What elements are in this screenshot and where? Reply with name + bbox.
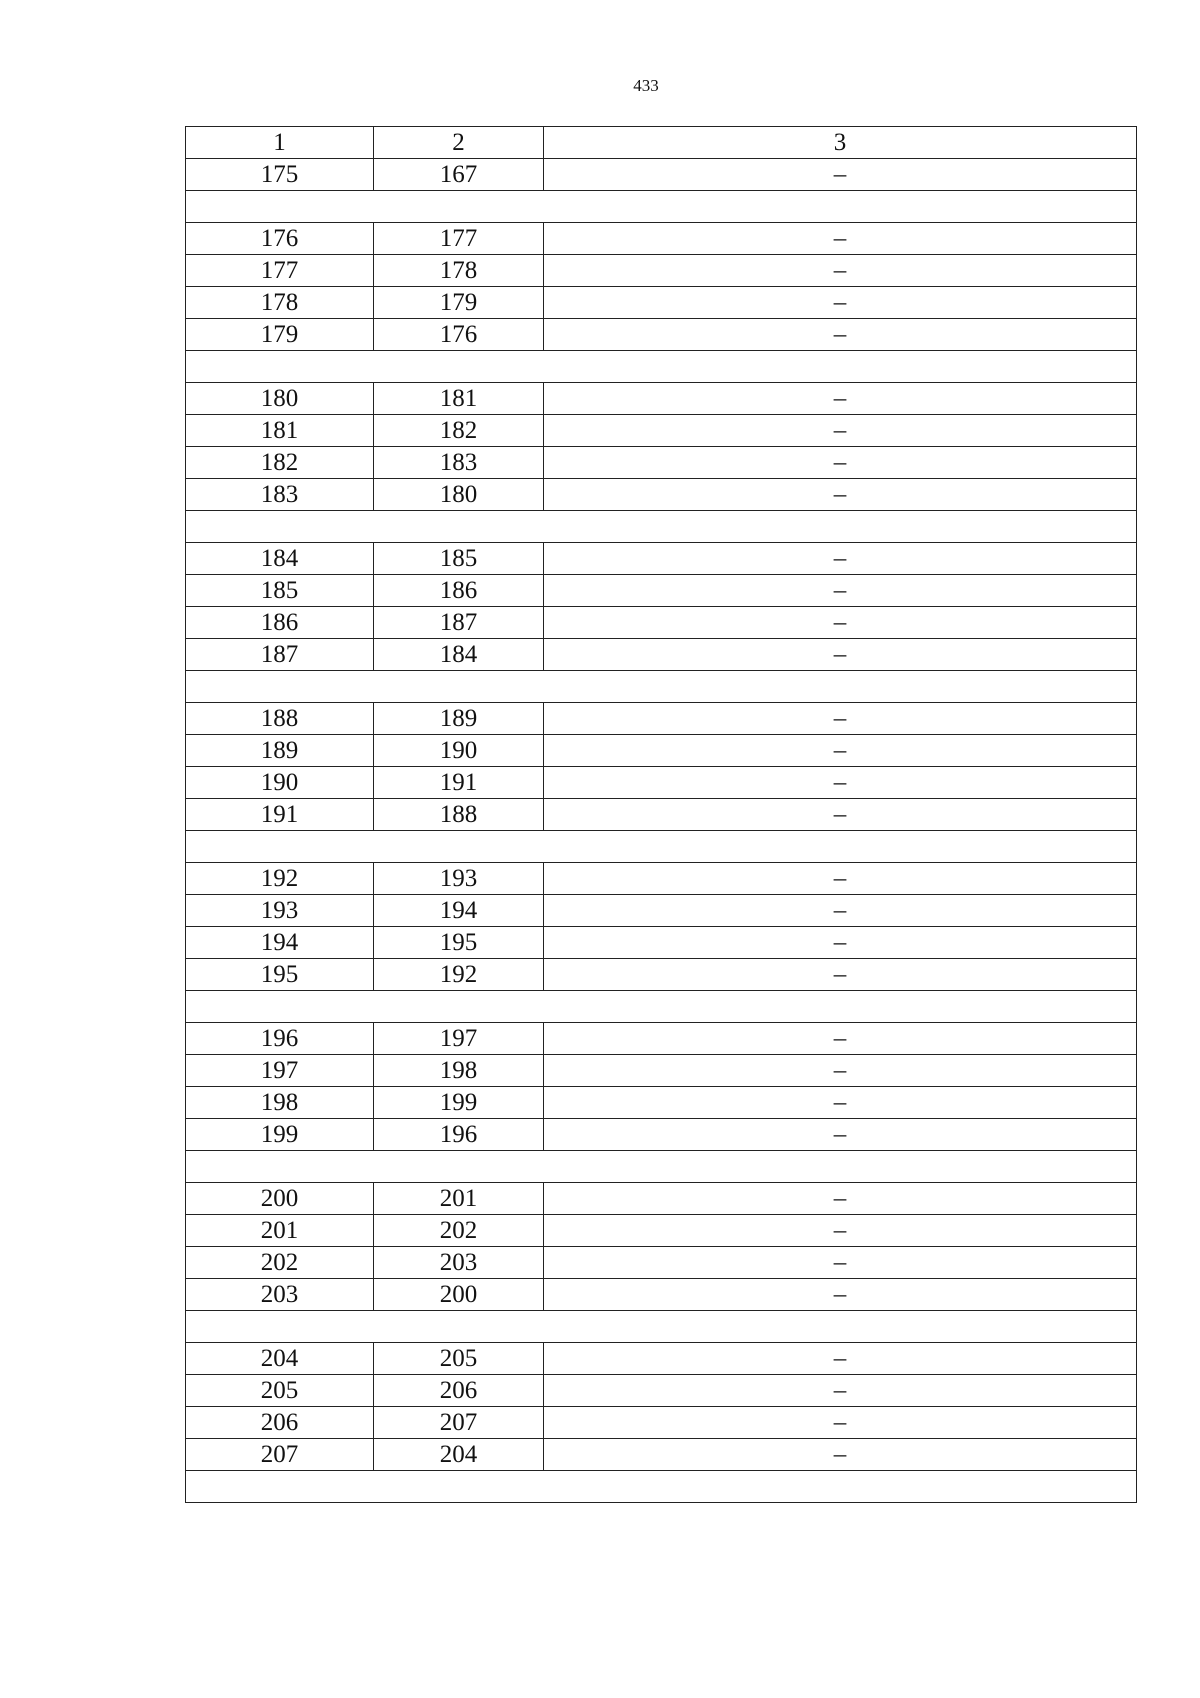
table-header-row — [186, 127, 1137, 159]
table-cell-col3: – — [544, 607, 1137, 639]
separator-cell — [186, 1311, 1137, 1343]
table-cell-col3: – — [544, 895, 1137, 927]
table-cell-col1: 176 — [186, 223, 374, 255]
table-cell-col3: – — [544, 735, 1137, 767]
table-cell-col1: 188 — [186, 703, 374, 735]
table-cell-col3: – — [544, 1119, 1137, 1151]
table-cell-col2: 201 — [374, 1183, 544, 1215]
table-cell-col2: 179 — [374, 287, 544, 319]
column-header-2: 2 — [374, 127, 544, 159]
separator-row — [186, 1471, 1137, 1503]
table-cell-col1: 181 — [186, 415, 374, 447]
table-cell-col2: 202 — [374, 1215, 544, 1247]
table-cell-col2: 167 — [374, 159, 544, 191]
table-cell-col3: – — [544, 159, 1137, 191]
separator-row — [186, 991, 1137, 1023]
table-cell-col3: – — [544, 799, 1137, 831]
table-row — [186, 1375, 1137, 1407]
table-cell-col1: 180 — [186, 383, 374, 415]
table-cell-col1: 182 — [186, 447, 374, 479]
table-cell-col1: 186 — [186, 607, 374, 639]
table-cell-col1: 201 — [186, 1215, 374, 1247]
table-cell-col2: 185 — [374, 543, 544, 575]
table-cell-col2: 186 — [374, 575, 544, 607]
table-cell-col2: 205 — [374, 1343, 544, 1375]
table-cell-col3: – — [544, 1343, 1137, 1375]
table-cell-col2: 200 — [374, 1279, 544, 1311]
table-cell-col1: 190 — [186, 767, 374, 799]
column-header-3: 3 — [544, 127, 1137, 159]
table-row — [186, 255, 1137, 287]
table-row — [186, 799, 1137, 831]
table-cell-col3: – — [544, 959, 1137, 991]
table-cell-col3: – — [544, 767, 1137, 799]
table-cell-col1: 178 — [186, 287, 374, 319]
table-cell-col1: 197 — [186, 1055, 374, 1087]
table-row — [186, 415, 1137, 447]
table-row — [186, 607, 1137, 639]
table-cell-col2: 191 — [374, 767, 544, 799]
separator-cell — [186, 351, 1137, 383]
table-cell-col2: 177 — [374, 223, 544, 255]
table-cell-col3: – — [544, 863, 1137, 895]
table-cell-col1: 183 — [186, 479, 374, 511]
table-row — [186, 447, 1137, 479]
table-cell-col3: – — [544, 223, 1137, 255]
table-row — [186, 1439, 1137, 1471]
table-row — [186, 895, 1137, 927]
table-cell-col3: – — [544, 1247, 1137, 1279]
table-row — [186, 319, 1137, 351]
table-cell-col1: 179 — [186, 319, 374, 351]
separator-cell — [186, 191, 1137, 223]
data-table — [185, 126, 1137, 1503]
table-cell-col2: 204 — [374, 1439, 544, 1471]
separator-row — [186, 1311, 1137, 1343]
table-cell-col3: – — [544, 319, 1137, 351]
table-cell-col1: 203 — [186, 1279, 374, 1311]
table-cell-col3: – — [544, 1439, 1137, 1471]
table-cell-col1: 175 — [186, 159, 374, 191]
table-cell-col2: 206 — [374, 1375, 544, 1407]
table-row — [186, 1023, 1137, 1055]
table-row — [186, 1215, 1137, 1247]
table-cell-col1: 200 — [186, 1183, 374, 1215]
table-cell-col3: – — [544, 1023, 1137, 1055]
separator-row — [186, 191, 1137, 223]
table-row — [186, 863, 1137, 895]
table-cell-col1: 202 — [186, 1247, 374, 1279]
table-cell-col2: 192 — [374, 959, 544, 991]
table-row — [186, 735, 1137, 767]
table-cell-col1: 205 — [186, 1375, 374, 1407]
table-row — [186, 1119, 1137, 1151]
table-row — [186, 383, 1137, 415]
page-number: 433 — [633, 76, 659, 95]
table-cell-col1: 195 — [186, 959, 374, 991]
table-cell-col2: 187 — [374, 607, 544, 639]
table-cell-col2: 180 — [374, 479, 544, 511]
table-cell-col3: – — [544, 543, 1137, 575]
table-body — [186, 159, 1137, 1503]
table-cell-col2: 207 — [374, 1407, 544, 1439]
table-cell-col2: 196 — [374, 1119, 544, 1151]
table-cell-col2: 178 — [374, 255, 544, 287]
table-cell-col3: – — [544, 703, 1137, 735]
table-cell-col3: – — [544, 1087, 1137, 1119]
table-row — [186, 575, 1137, 607]
table-row — [186, 1183, 1137, 1215]
table-row — [186, 479, 1137, 511]
table-cell-col2: 183 — [374, 447, 544, 479]
table-cell-col1: 196 — [186, 1023, 374, 1055]
column-header-1: 1 — [186, 127, 374, 159]
table-row — [186, 1407, 1137, 1439]
table-cell-col3: – — [544, 1279, 1137, 1311]
table-cell-col2: 203 — [374, 1247, 544, 1279]
table-cell-col2: 182 — [374, 415, 544, 447]
table-cell-col3: – — [544, 1407, 1137, 1439]
table-row — [186, 767, 1137, 799]
separator-row — [186, 351, 1137, 383]
table-row — [186, 639, 1137, 671]
table-cell-col1: 185 — [186, 575, 374, 607]
table-cell-col1: 194 — [186, 927, 374, 959]
separator-row — [186, 1151, 1137, 1183]
table-row — [186, 927, 1137, 959]
table-row — [186, 223, 1137, 255]
table-cell-col1: 204 — [186, 1343, 374, 1375]
table-cell-col2: 199 — [374, 1087, 544, 1119]
table-cell-col2: 184 — [374, 639, 544, 671]
table-cell-col3: – — [544, 479, 1137, 511]
table-cell-col3: – — [544, 287, 1137, 319]
table-row — [186, 1343, 1137, 1375]
table-cell-col1: 199 — [186, 1119, 374, 1151]
separator-cell — [186, 1471, 1137, 1503]
table-cell-col1: 192 — [186, 863, 374, 895]
table-cell-col2: 198 — [374, 1055, 544, 1087]
separator-row — [186, 511, 1137, 543]
table-row — [186, 1247, 1137, 1279]
table-cell-col2: 188 — [374, 799, 544, 831]
table-cell-col3: – — [544, 447, 1137, 479]
separator-cell — [186, 1151, 1137, 1183]
separator-row — [186, 671, 1137, 703]
table-cell-col3: – — [544, 575, 1137, 607]
table-cell-col1: 177 — [186, 255, 374, 287]
table-row — [186, 703, 1137, 735]
table-row — [186, 159, 1137, 191]
table-row — [186, 287, 1137, 319]
table-cell-col2: 197 — [374, 1023, 544, 1055]
table-cell-col1: 189 — [186, 735, 374, 767]
table-row — [186, 543, 1137, 575]
table-cell-col3: – — [544, 927, 1137, 959]
table-cell-col3: – — [544, 1215, 1137, 1247]
table-cell-col2: 190 — [374, 735, 544, 767]
table-cell-col1: 207 — [186, 1439, 374, 1471]
table-cell-col2: 195 — [374, 927, 544, 959]
table-row — [186, 1087, 1137, 1119]
table-row — [186, 959, 1137, 991]
table-cell-col3: – — [544, 1375, 1137, 1407]
separator-row — [186, 831, 1137, 863]
table-cell-col2: 176 — [374, 319, 544, 351]
separator-cell — [186, 511, 1137, 543]
table-cell-col2: 193 — [374, 863, 544, 895]
table-cell-col2: 181 — [374, 383, 544, 415]
separator-cell — [186, 831, 1137, 863]
table-cell-col3: – — [544, 383, 1137, 415]
table-cell-col1: 191 — [186, 799, 374, 831]
table-cell-col1: 193 — [186, 895, 374, 927]
table-cell-col3: – — [544, 1055, 1137, 1087]
table-cell-col3: – — [544, 639, 1137, 671]
table-row — [186, 1055, 1137, 1087]
table-cell-col1: 184 — [186, 543, 374, 575]
table-cell-col1: 198 — [186, 1087, 374, 1119]
table-cell-col1: 206 — [186, 1407, 374, 1439]
separator-cell — [186, 991, 1137, 1023]
separator-cell — [186, 671, 1137, 703]
table-cell-col1: 187 — [186, 639, 374, 671]
table-cell-col2: 194 — [374, 895, 544, 927]
table-cell-col3: – — [544, 415, 1137, 447]
table-cell-col3: – — [544, 255, 1137, 287]
table-cell-col2: 189 — [374, 703, 544, 735]
table-row — [186, 1279, 1137, 1311]
table-cell-col3: – — [544, 1183, 1137, 1215]
